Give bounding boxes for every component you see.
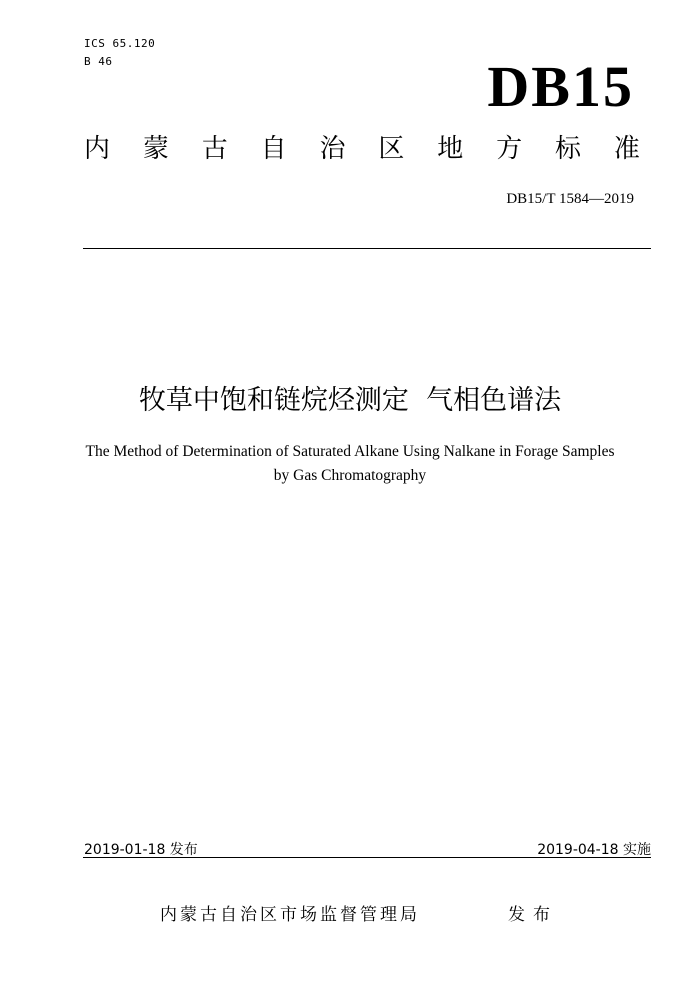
issuer-action: 发布 xyxy=(508,905,558,925)
release-date: 2019-01-18 发布 xyxy=(84,842,198,858)
standard-type-heading xyxy=(84,136,640,162)
standard-code-logo: DB15 xyxy=(487,54,634,119)
standard-type-char: 方 xyxy=(496,134,523,164)
standard-type-char: 标 xyxy=(555,134,582,164)
title-english xyxy=(0,440,700,488)
standard-type-char: 蒙 xyxy=(142,134,169,164)
standard-type-char: 古 xyxy=(201,134,228,164)
footer-divider xyxy=(83,857,651,858)
implement-date: 2019-04-18 实施 xyxy=(537,842,651,858)
title-english-line: by Gas Chromatography xyxy=(273,467,427,484)
title-chinese: 牧草中饱和链烷烃测定 气相色谱法 xyxy=(138,385,562,416)
standard-type-char: 准 xyxy=(613,134,640,164)
standard-type-char: 内 xyxy=(84,134,111,164)
ccs-code: B 46 xyxy=(84,55,113,68)
standard-type-char: 治 xyxy=(319,134,346,164)
header-divider xyxy=(83,248,651,249)
standard-number: DB15/T 1584—2019 xyxy=(506,191,634,207)
issuer-name: 内蒙古自治区市场监督管理局 xyxy=(160,905,420,925)
standard-type-char: 地 xyxy=(437,134,464,164)
title-english-line: The Method of Determination of Saturated Alkane Using Nalkane in Forage Samples xyxy=(85,443,615,460)
standard-type-char: 自 xyxy=(260,134,287,164)
date-row xyxy=(84,839,651,859)
ics-code: ICS 65.120 xyxy=(84,37,156,50)
standard-type-char: 区 xyxy=(378,134,405,164)
